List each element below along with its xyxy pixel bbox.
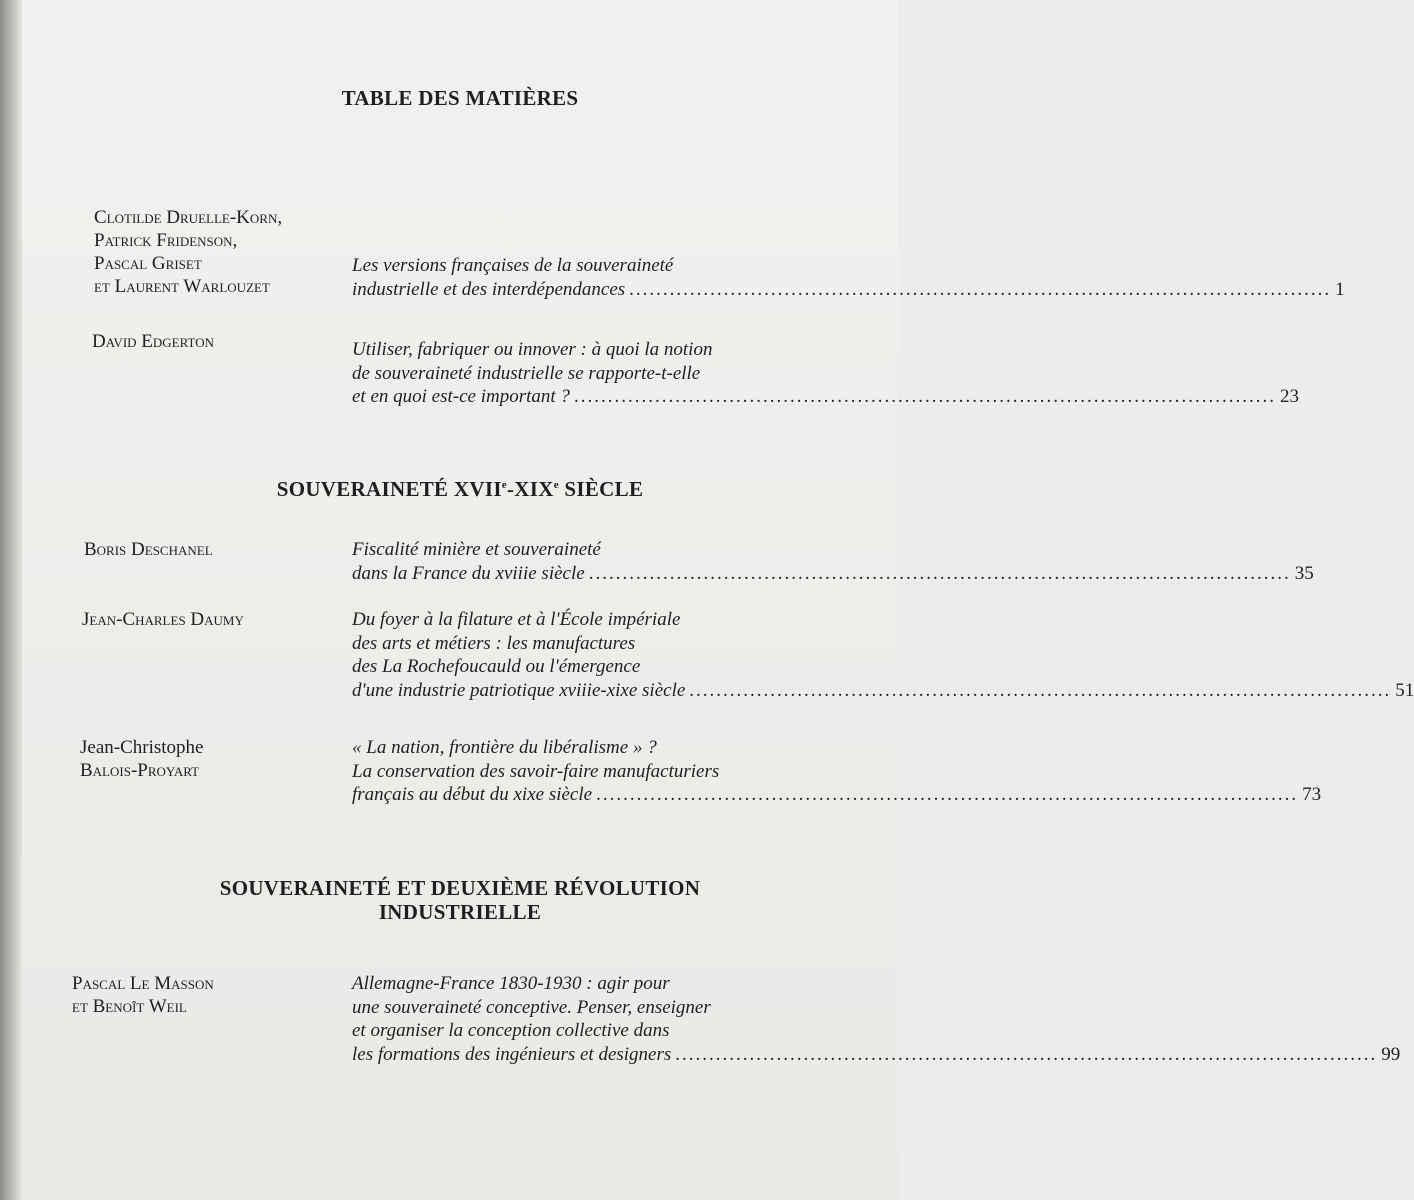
author-name: Balois-Proyart bbox=[80, 760, 200, 781]
page-number: 35 bbox=[1294, 562, 1314, 584]
title-line: Les versions françaises de la souveraineté bbox=[352, 255, 674, 276]
author-name: et Laurent Warlouzet bbox=[94, 276, 270, 297]
title-line: dans la France du xviiie siècle bbox=[352, 562, 585, 584]
toc-entry-title bbox=[352, 254, 1345, 301]
author-name: Clotilde Druelle-Korn, bbox=[94, 207, 283, 228]
title-line: et en quoi est-ce important ? bbox=[352, 386, 570, 407]
title-last-line bbox=[352, 679, 1414, 703]
toc-entry-authors bbox=[72, 972, 214, 1018]
toc-entry-authors bbox=[84, 538, 213, 561]
title-line: de souveraineté industrielle se rapporte-t-elle bbox=[352, 362, 701, 384]
author-name: Patrick Fridenson, bbox=[94, 230, 238, 251]
dot-leader: ........................................................................................................ bbox=[588, 562, 1291, 584]
toc-entry-title bbox=[352, 608, 1414, 702]
author-name: Pascal Griset bbox=[94, 253, 202, 274]
page-number: 99 bbox=[1381, 1043, 1401, 1065]
title-line: d'une industrie patriotique xviiie-xixe siècle bbox=[352, 679, 686, 701]
page-number: 1 bbox=[1335, 278, 1345, 300]
title-last-line bbox=[352, 1043, 1401, 1067]
heading-text: -XIX bbox=[506, 477, 554, 501]
page-number: 73 bbox=[1302, 784, 1322, 805]
heading-text: SOUVERAINETÉ ET DEUXIÈME RÉVOLUTION bbox=[219, 876, 701, 900]
title-line: « La nation, frontière du libéralisme » ? bbox=[352, 737, 657, 758]
title-line: La conservation des savoir-faire manufacturiers bbox=[352, 760, 720, 782]
toc-entry-authors bbox=[80, 736, 203, 782]
title-last-line bbox=[352, 278, 1345, 302]
dot-leader: ........................................................................................................ bbox=[689, 679, 1392, 701]
book-page bbox=[22, 0, 1414, 1200]
dot-leader: ........................................................................................................ bbox=[573, 386, 1276, 407]
title-line: Utiliser, fabriquer ou innover : à quoi la notion bbox=[352, 339, 713, 360]
heading-superscript: e bbox=[501, 479, 507, 491]
title-last-line bbox=[352, 562, 1314, 586]
title-line: des La Rochefoucauld ou l'émergence bbox=[352, 656, 641, 677]
title-line: Du foyer à la filature et à l'École impériale bbox=[352, 609, 681, 630]
toc-entry-authors bbox=[92, 330, 214, 353]
section-heading bbox=[22, 876, 898, 924]
dot-leader: ........................................................................................................ bbox=[629, 278, 1332, 300]
toc-entry-authors bbox=[82, 608, 244, 631]
author-name: et Benoît Weil bbox=[72, 996, 187, 1017]
heading-superscript: e bbox=[553, 479, 559, 491]
title-line: industrielle et des interdépendances bbox=[352, 278, 626, 300]
page-number: 51 bbox=[1395, 679, 1414, 701]
title-line: Allemagne-France 1830-1930 : agir pour bbox=[352, 973, 670, 994]
page-number: 23 bbox=[1279, 386, 1299, 407]
book-gutter-shadow bbox=[0, 0, 22, 1200]
title-line: une souveraineté conceptive. Penser, enseigner bbox=[352, 996, 711, 1018]
dot-leader: ........................................................................................................ bbox=[675, 1043, 1378, 1065]
author-name: Jean-Christophe bbox=[80, 737, 204, 758]
author-name: Jean-Charles Daumy bbox=[82, 609, 244, 630]
toc-entry-title bbox=[352, 538, 1314, 585]
heading-text: INDUSTRIELLE bbox=[378, 900, 542, 924]
title-line: français au début du xixe siècle bbox=[352, 784, 593, 805]
author-name: David Edgerton bbox=[92, 331, 214, 352]
heading-text: SIÈCLE bbox=[558, 477, 644, 501]
title-last-line bbox=[352, 385, 1299, 409]
title-last-line bbox=[352, 783, 1322, 807]
toc-entry-title bbox=[352, 338, 1299, 409]
section-heading bbox=[22, 477, 898, 501]
author-name: Pascal Le Masson bbox=[72, 973, 214, 994]
toc-entry-title bbox=[352, 736, 1322, 807]
page-title: TABLE DES MATIÈRES bbox=[341, 86, 579, 110]
toc-entry-authors bbox=[94, 206, 282, 298]
dot-leader: ........................................................................................................ bbox=[596, 784, 1299, 805]
heading-text: SOUVERAINETÉ XVII bbox=[276, 477, 502, 501]
author-name: Boris Deschanel bbox=[84, 539, 213, 560]
title-line: et organiser la conception collective dans bbox=[352, 1020, 670, 1041]
title-line: les formations des ingénieurs et designers bbox=[352, 1043, 672, 1065]
title-line: Fiscalité minière et souveraineté bbox=[352, 539, 601, 560]
toc-entry-title bbox=[352, 972, 1401, 1066]
title-line: des arts et métiers : les manufactures bbox=[352, 632, 636, 654]
